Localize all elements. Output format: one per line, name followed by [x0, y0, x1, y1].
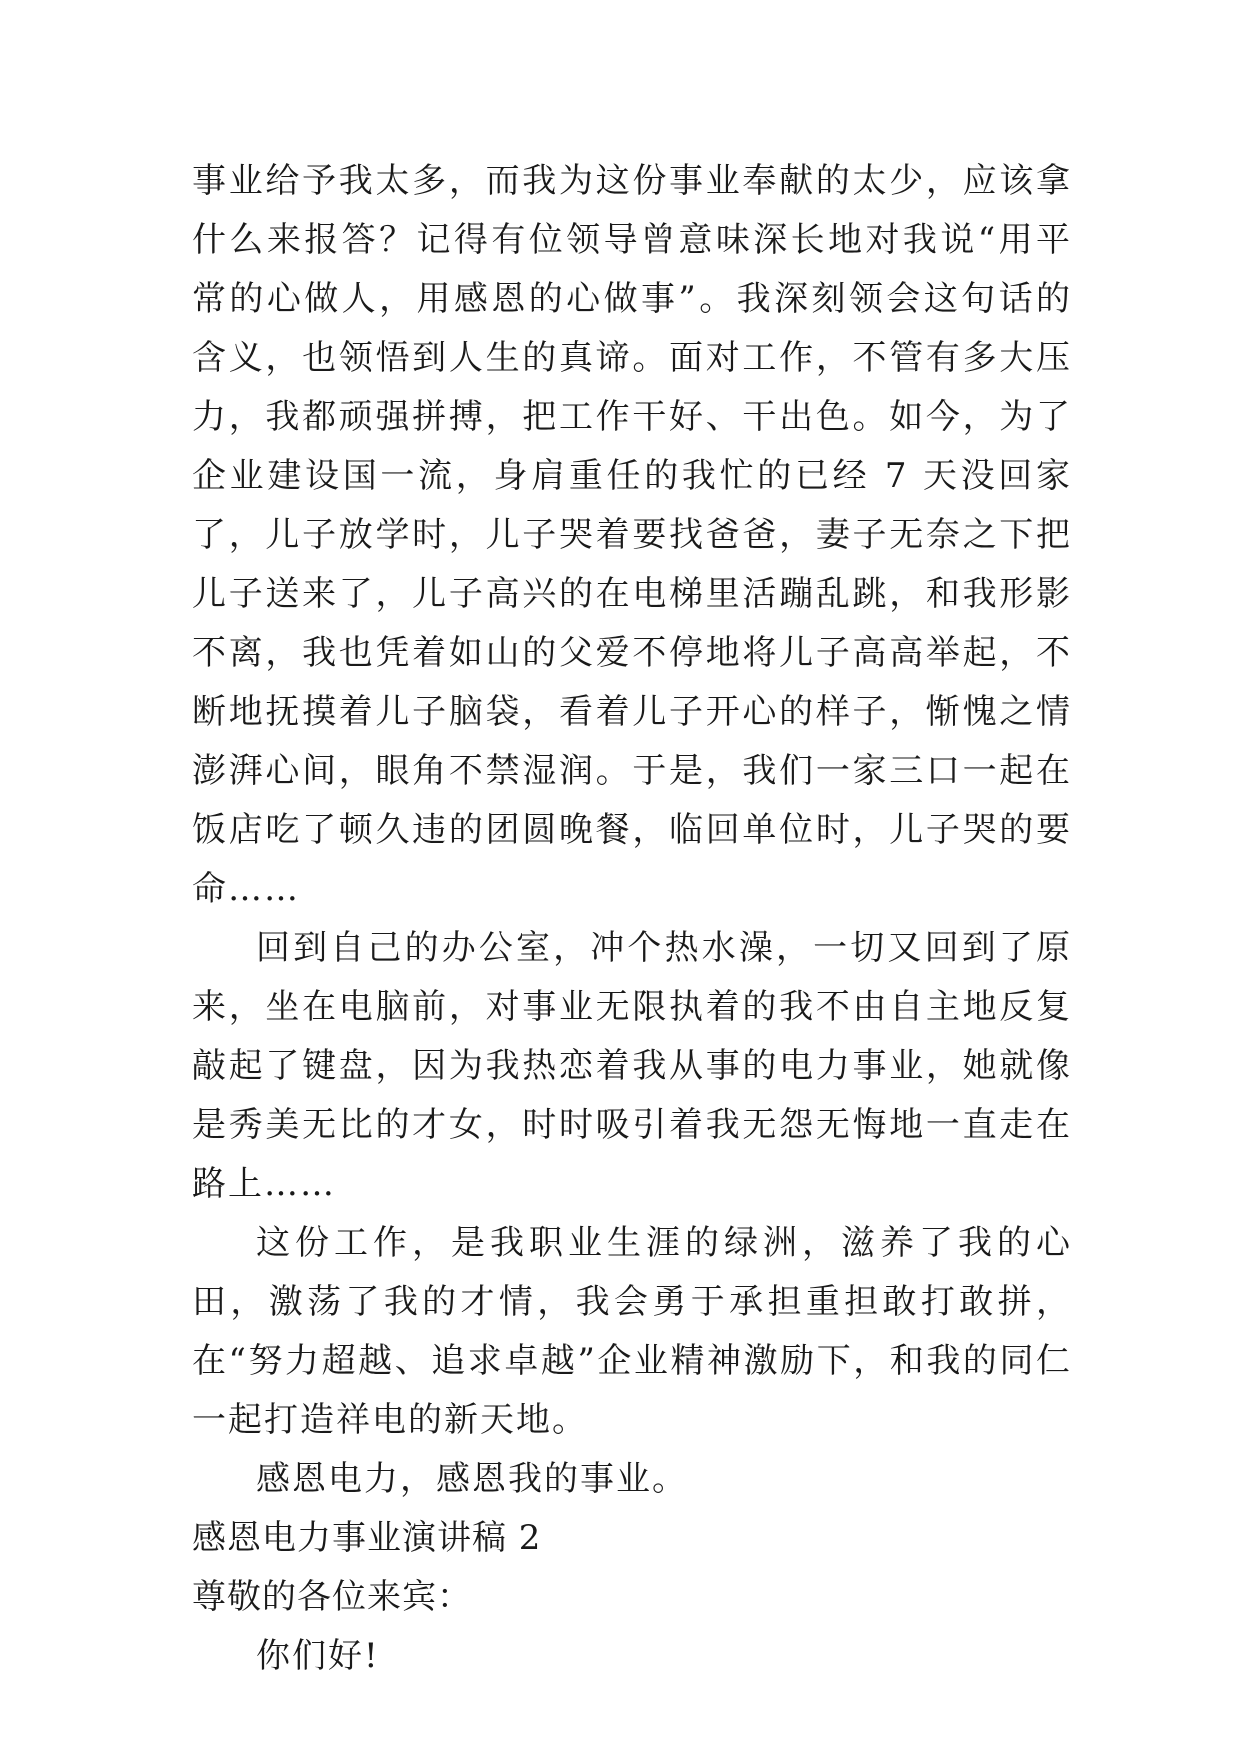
document-body: [192, 152, 1072, 1686]
paragraph-2: 回到自己的办公室，冲个热水澡，一切又回到了原来，坐在电脑前，对事业无限执着的我不由自主地反复敲起了键盘，因为我热恋着我从事的电力事业，她就像是秀美无比的才女，时时吸引着我无怨无悔地一直走在路上……: [192, 928, 1072, 1204]
salutation: 尊敬的各位来宾：: [192, 1577, 472, 1617]
greeting: 你们好!: [256, 1636, 380, 1676]
paragraph-4: 感恩电力，感恩我的事业。: [256, 1459, 688, 1499]
paragraph-1: 事业给予我太多，而我为这份事业奉献的太少，应该拿什么来报答？记得有位领导曾意味深长地对我说“用平常的心做人，用感恩的心做事”。我深刻领会这句话的含义，也领悟到人生的真谛。面对工作，不管有多大压力，我都顽强拼搏，把工作干好、干出色。如今，为了企业建设国一流，身肩重任的我忙的已经 7 天没回家了，儿子放学时，儿子哭着要找爸爸，妻子无奈之下把儿子送来了，儿子高兴的在电梯里活蹦乱跳，和我形影不离，我也凭着如山的父爱不停地将儿子高高举起，不断地抚摸着儿子脑袋，看着儿子开心的样子，惭愧之情澎湃心间，眼角不禁湿润。于是，我们一家三口一起在饭店吃了顿久违的团圆晚餐，临回单位时，儿子哭的要命……: [192, 161, 1072, 909]
section-title: 感恩电力事业演讲稿 2: [192, 1518, 542, 1558]
paragraph-3: 这份工作，是我职业生涯的绿洲，滋养了我的心田，激荡了我的才情，我会勇于承担重担敢打敢拼，在“努力超越、追求卓越”企业精神激励下，和我的同仁一起打造祥电的新天地。: [192, 1223, 1072, 1440]
